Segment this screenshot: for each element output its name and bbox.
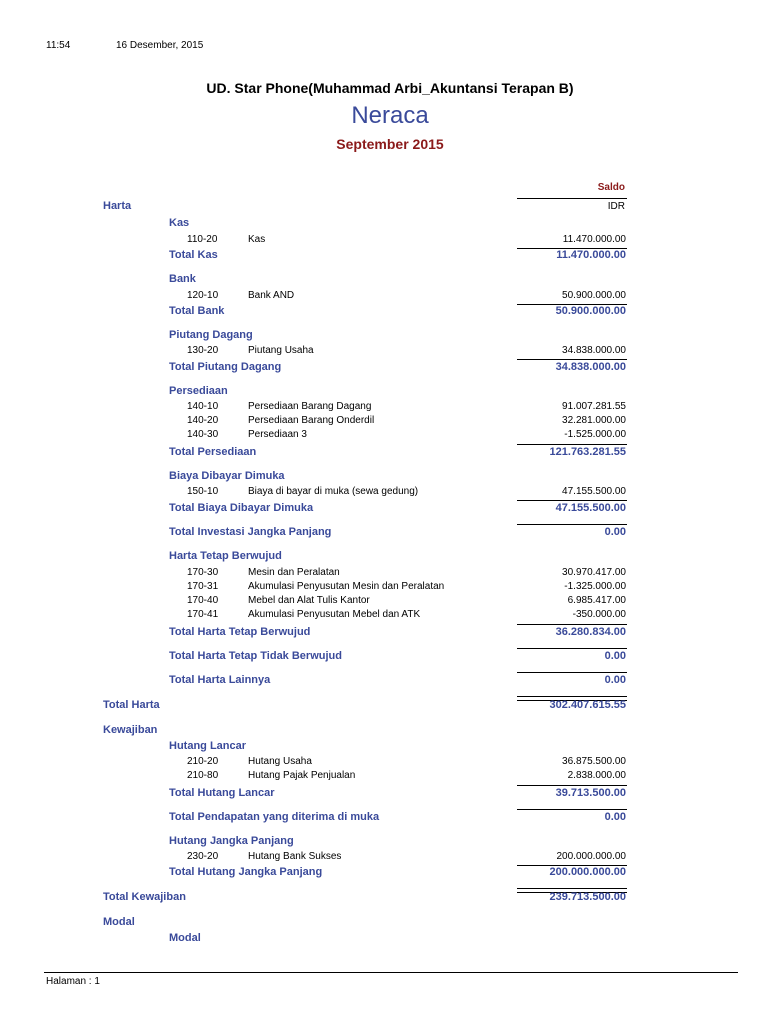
- account-name: Persediaan Barang Onderdil: [248, 415, 375, 426]
- account-code: 210-20: [187, 756, 219, 767]
- account-name: Hutang Pajak Penjualan: [248, 770, 356, 781]
- saldo-column-header: Saldo: [597, 182, 625, 193]
- account-name: Persediaan Barang Dagang: [248, 401, 372, 412]
- total-amount: 0.00: [604, 650, 626, 662]
- total-amount: 0.00: [604, 811, 626, 823]
- total-label: Total Harta Lainnya: [169, 674, 271, 686]
- account-row: [0, 345, 768, 361]
- total-row: [0, 446, 768, 462]
- account-code: 130-20: [187, 345, 219, 356]
- group-kas: Kas: [169, 217, 190, 229]
- account-code: 140-30: [187, 429, 219, 440]
- total-amount: 50.900.000.00: [555, 305, 626, 317]
- group-biaya: Biaya Dibayar Dimuka: [169, 470, 285, 482]
- print-date: 16 Desember, 2015: [116, 40, 204, 51]
- account-code: 110-20: [187, 234, 218, 245]
- total-row: [0, 361, 768, 377]
- account-amount: 36.875.500.00: [562, 756, 626, 767]
- account-code: 210-80: [187, 770, 219, 781]
- section-harta: Harta: [103, 200, 132, 212]
- account-name: Bank AND: [248, 290, 295, 301]
- total-amount: 0.00: [604, 674, 626, 686]
- group-bank: Bank: [169, 273, 196, 285]
- total-label: Total Harta Tetap Tidak Berwujud: [169, 650, 342, 662]
- total-row: [0, 866, 768, 882]
- account-amount: 50.900.000.00: [562, 290, 626, 301]
- total-amount: 36.280.834.00: [555, 626, 626, 638]
- account-row: [0, 290, 768, 306]
- subtotal-rule: [517, 359, 627, 360]
- total-label: Total Kas: [169, 249, 218, 261]
- account-code: 230-20: [187, 851, 219, 862]
- account-code: 150-10: [187, 486, 219, 497]
- grand-total-row: [0, 891, 768, 907]
- section-heading: [0, 916, 768, 932]
- footer-rule: [44, 972, 738, 973]
- group-heading: [0, 329, 768, 345]
- group-persediaan: Persediaan: [169, 385, 228, 397]
- report-title: Neraca: [351, 102, 429, 129]
- account-amount: 11.470.000.00: [562, 234, 626, 245]
- subtotal-rule: [517, 500, 627, 501]
- account-amount: 2.838.000.00: [567, 770, 626, 781]
- grand-total-row: [0, 699, 768, 715]
- account-name: Biaya di bayar di muka (sewa gedung): [248, 486, 419, 497]
- group-heading: [0, 740, 768, 756]
- group-modal: Modal: [169, 932, 201, 944]
- account-amount: -350.000.00: [572, 609, 626, 620]
- group-heading: [0, 217, 768, 233]
- total-label: Total Investasi Jangka Panjang: [169, 526, 332, 538]
- account-amount: 34.838.000.00: [562, 345, 626, 356]
- account-name: Akumulasi Penyusutan Mesin dan Peralatan: [248, 581, 445, 592]
- total-amount: 121.763.281.55: [549, 446, 626, 458]
- account-name: Mesin dan Peralatan: [248, 567, 340, 578]
- subtotal-rule: [517, 648, 627, 649]
- subtotal-rule: [517, 444, 627, 445]
- total-label: Total Pendapatan yang diterima di muka: [169, 811, 380, 823]
- account-amount: -1.525.000.00: [564, 429, 626, 440]
- section-heading: [0, 200, 768, 216]
- total-row: [0, 502, 768, 518]
- total-label: Total Biaya Dibayar Dimuka: [169, 502, 314, 514]
- total-label: Total Harta Tetap Berwujud: [169, 626, 311, 638]
- account-name: Hutang Usaha: [248, 756, 312, 767]
- total-label: Total Kewajiban: [103, 891, 186, 903]
- total-row: [0, 305, 768, 321]
- account-row: [0, 770, 768, 786]
- account-code: 170-41: [187, 609, 219, 620]
- group-hutang-panjang: Hutang Jangka Panjang: [169, 835, 294, 847]
- group-heading: [0, 385, 768, 401]
- group-piutang: Piutang Dagang: [169, 329, 253, 341]
- account-code: 140-10: [187, 401, 219, 412]
- section-heading: [0, 724, 768, 740]
- account-row: [0, 234, 768, 250]
- subtotal-rule: [517, 524, 627, 525]
- total-row: [0, 787, 768, 803]
- group-heading: [0, 470, 768, 486]
- total-amount: 34.838.000.00: [555, 361, 626, 373]
- subtotal-rule: [517, 809, 627, 810]
- total-row: [0, 626, 768, 642]
- account-row: [0, 486, 768, 502]
- account-row: [0, 609, 768, 625]
- account-amount: 32.281.000.00: [562, 415, 626, 426]
- account-amount: 30.970.417.00: [562, 567, 626, 578]
- total-row: [0, 674, 768, 690]
- currency-label: IDR: [607, 201, 625, 212]
- group-heading: [0, 835, 768, 851]
- group-heading: [0, 550, 768, 566]
- account-code: 140-20: [187, 415, 219, 426]
- header-rule: [517, 198, 627, 199]
- account-amount: 47.155.500.00: [562, 486, 626, 497]
- total-row: [0, 249, 768, 265]
- total-label: Total Hutang Jangka Panjang: [169, 866, 323, 878]
- total-amount: 39.713.500.00: [555, 787, 626, 799]
- total-label: Total Bank: [169, 305, 225, 317]
- subtotal-rule: [517, 624, 627, 625]
- page-number: Halaman : 1: [46, 976, 100, 987]
- account-code: 170-30: [187, 567, 219, 578]
- total-label: Total Persediaan: [169, 446, 257, 458]
- total-row: [0, 811, 768, 827]
- section-modal: Modal: [103, 916, 135, 928]
- report-period: September 2015: [336, 136, 444, 152]
- account-amount: 91.007.281.55: [562, 401, 626, 412]
- subtotal-rule: [517, 672, 627, 673]
- section-kewajiban: Kewajiban: [103, 724, 158, 736]
- print-time: 11:54: [46, 40, 71, 51]
- account-row: [0, 851, 768, 867]
- account-amount: 200.000.000.00: [556, 851, 626, 862]
- total-amount: 47.155.500.00: [555, 502, 626, 514]
- group-hutang-lancar: Hutang Lancar: [169, 740, 247, 752]
- group-tetap: Harta Tetap Berwujud: [169, 550, 282, 562]
- total-label: Total Piutang Dagang: [169, 361, 282, 373]
- group-heading: [0, 932, 768, 948]
- total-row: [0, 650, 768, 666]
- account-name: Piutang Usaha: [248, 345, 314, 356]
- account-name: Persediaan 3: [248, 429, 307, 440]
- total-amount: 239.713.500.00: [549, 891, 626, 903]
- account-name: Hutang Bank Sukses: [248, 851, 342, 862]
- total-label: Total Hutang Lancar: [169, 787, 275, 799]
- total-amount: 200.000.000.00: [549, 866, 626, 878]
- account-name: Akumulasi Penyusutan Mebel dan ATK: [248, 609, 421, 620]
- total-amount: 11.470.000.00: [556, 249, 626, 261]
- total-row: [0, 526, 768, 542]
- group-heading: [0, 273, 768, 289]
- total-amount: 0.00: [604, 526, 626, 538]
- account-name: Kas: [248, 234, 266, 245]
- account-amount: -1.325.000.00: [564, 581, 626, 592]
- total-label: Total Harta: [103, 699, 160, 711]
- account-row: [0, 429, 768, 445]
- account-amount: 6.985.417.00: [567, 595, 626, 606]
- total-amount: 302.407.615.55: [549, 699, 626, 711]
- account-code: 170-31: [187, 581, 219, 592]
- account-name: Mebel dan Alat Tulis Kantor: [248, 595, 370, 606]
- company-name: UD. Star Phone(Muhammad Arbi_Akuntansi Terapan B): [206, 80, 574, 96]
- account-code: 120-10: [187, 290, 219, 301]
- account-code: 170-40: [187, 595, 219, 606]
- subtotal-rule: [517, 785, 627, 786]
